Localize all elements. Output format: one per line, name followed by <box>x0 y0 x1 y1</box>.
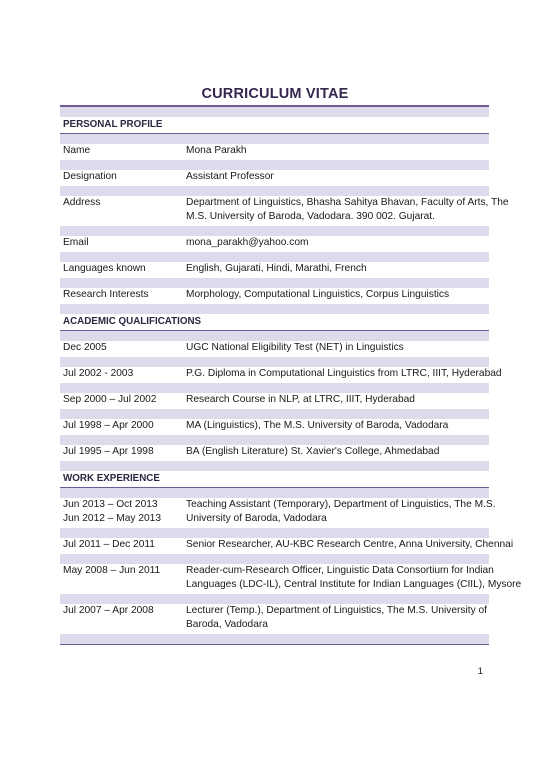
row-label-line: Jul 2007 – Apr 2008 <box>63 605 154 616</box>
shaded-band <box>60 554 489 564</box>
row-value <box>186 498 498 526</box>
row-label-line: May 2008 – Jun 2011 <box>63 565 161 576</box>
row-label-line: Dec 2005 <box>63 342 107 353</box>
cv-row <box>60 498 496 528</box>
shaded-band <box>60 357 489 367</box>
shaded-band <box>60 461 489 471</box>
row-label-line: Jun 2012 – May 2013 <box>63 513 161 524</box>
shaded-band <box>60 488 489 498</box>
row-label-line: Jul 1998 – Apr 2000 <box>63 420 154 431</box>
row-value-line: M.S. University of Baroda, Vadodara. 390 002. Gujarat. <box>186 211 435 222</box>
cv-table <box>60 107 522 645</box>
row-value-line: P.G. Diploma in Computational Linguistics from LTRC, IIIT, Hyderabad <box>186 368 502 379</box>
row-label-line: Sep 2000 – Jul 2002 <box>63 394 157 405</box>
row-value-line: Languages (LDC-IL), Central Institute for Indian Languages (CIIL), Mysore <box>186 579 522 590</box>
row-value <box>186 564 523 592</box>
row-label-line: Name <box>63 145 91 156</box>
section-heading: ACADEMIC QUALIFICATIONS <box>60 314 489 331</box>
cv-row <box>60 419 489 435</box>
row-label <box>60 288 186 302</box>
shaded-band <box>60 107 489 117</box>
row-label-line: Jul 2011 – Dec 2011 <box>63 539 155 550</box>
row-label <box>60 367 186 381</box>
shaded-band <box>60 186 489 196</box>
cv-row <box>60 604 489 634</box>
row-label <box>60 604 186 632</box>
row-label <box>60 262 186 276</box>
row-value-line: Reader-cum-Research Officer, Linguistic Data Consortium for Indian <box>186 565 494 576</box>
row-value <box>186 445 489 459</box>
row-value-line: Teaching Assistant (Temporary), Department of Linguistics, The M.S. <box>186 499 496 510</box>
row-label-line: Jul 1995 – Apr 1998 <box>63 446 154 457</box>
row-label <box>60 196 186 224</box>
row-value <box>186 393 489 407</box>
cv-row <box>60 170 489 186</box>
row-label <box>60 498 186 526</box>
row-label-line: Research Interests <box>63 289 149 300</box>
row-value-line: University of Baroda, Vadodara <box>186 513 327 524</box>
shaded-band <box>60 331 489 341</box>
row-label <box>60 236 186 250</box>
shaded-band <box>60 226 489 236</box>
row-value <box>186 236 489 250</box>
row-value-line: English, Gujarati, Hindi, Marathi, French <box>186 263 367 274</box>
row-value-line: Lecturer (Temp.), Department of Linguistics, The M.S. University of <box>186 605 488 616</box>
row-label <box>60 564 186 592</box>
row-value <box>186 288 489 302</box>
row-value <box>186 419 489 433</box>
row-value-line: UGC National Eligibility Test (NET) in Linguistics <box>186 342 404 353</box>
cv-row <box>60 144 489 160</box>
row-value <box>186 538 515 552</box>
row-label-line: Designation <box>63 171 117 182</box>
shaded-band <box>60 278 489 288</box>
row-value <box>186 262 489 276</box>
row-value <box>186 170 489 184</box>
shaded-band <box>60 528 489 538</box>
shaded-band <box>60 160 489 170</box>
cv-row <box>60 367 502 383</box>
row-value <box>186 144 489 158</box>
cv-row <box>60 564 522 594</box>
shaded-band <box>60 134 489 144</box>
row-value-line: Research Course in NLP, at LTRC, IIIT, Hyderabad <box>186 394 415 405</box>
cv-row <box>60 445 489 461</box>
row-label <box>60 144 186 158</box>
row-label <box>60 419 186 433</box>
row-value-line: Assistant Professor <box>186 171 274 182</box>
row-value-line: Morphology, Computational Linguistics, Corpus Linguistics <box>186 289 450 300</box>
row-label <box>60 538 186 552</box>
cv-row <box>60 341 489 357</box>
row-label-line: Email <box>63 237 89 248</box>
row-value <box>186 341 489 355</box>
shaded-band <box>60 252 489 262</box>
row-value-line: Senior Researcher, AU-KBC Research Centre, Anna University, Chennai <box>186 539 514 550</box>
cv-row <box>60 236 489 252</box>
row-value-line: BA (English Literature) St. Xavier's College, Ahmedabad <box>186 446 440 457</box>
row-label <box>60 393 186 407</box>
cv-row <box>60 538 514 554</box>
row-label-line: Languages known <box>63 263 146 274</box>
shaded-band <box>60 409 489 419</box>
row-value-line: mona_parakh@yahoo.com <box>186 237 309 248</box>
cv-row <box>60 393 489 409</box>
shaded-band <box>60 435 489 445</box>
row-label <box>60 445 186 459</box>
shaded-band <box>60 383 489 393</box>
row-value-line: Department of Linguistics, Bhasha Sahitya Bhavan, Faculty of Arts, The <box>186 197 509 208</box>
row-value-line: Baroda, Vadodara <box>186 619 268 630</box>
cv-row <box>60 196 509 226</box>
row-label <box>60 341 186 355</box>
section-heading: WORK EXPERIENCE <box>60 471 489 488</box>
row-value <box>186 604 489 632</box>
row-label <box>60 170 186 184</box>
section-heading: PERSONAL PROFILE <box>60 117 489 134</box>
row-value <box>186 196 511 224</box>
row-value <box>186 367 504 381</box>
row-label-line: Address <box>63 197 101 208</box>
row-value-line: MA (Linguistics), The M.S. University of Baroda, Vadodara <box>186 420 449 431</box>
row-value-line: Mona Parakh <box>186 145 247 156</box>
shaded-band <box>60 304 489 314</box>
document-title: CURRICULUM VITAE <box>201 86 349 102</box>
row-label-line: Jun 2013 – Oct 2013 <box>63 499 158 510</box>
shaded-band <box>60 634 489 645</box>
page-number: 1 <box>477 666 483 677</box>
shaded-band <box>60 594 489 604</box>
cv-row <box>60 262 489 278</box>
row-label-line: Jul 2002 - 2003 <box>63 368 134 379</box>
cv-row <box>60 288 489 304</box>
